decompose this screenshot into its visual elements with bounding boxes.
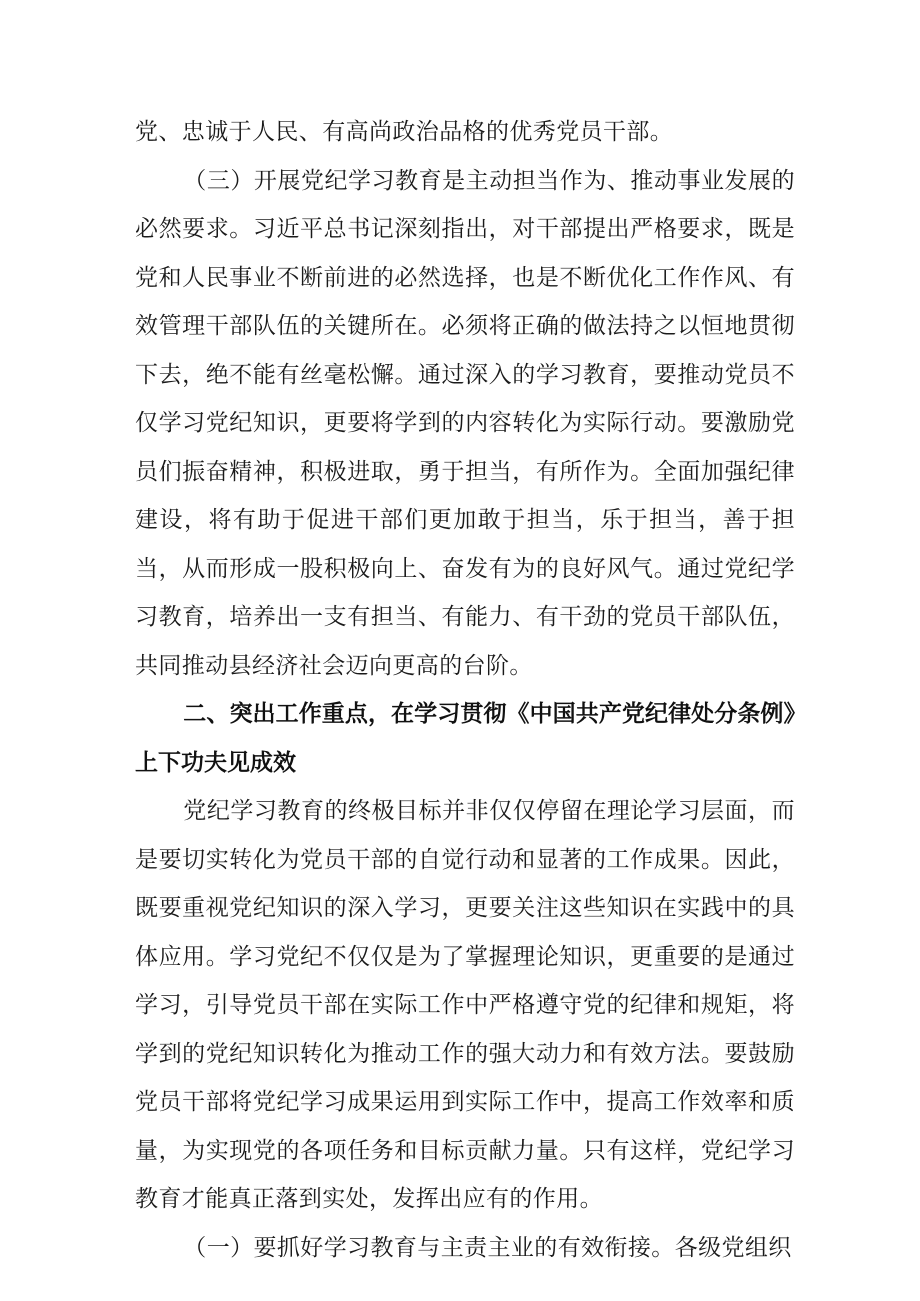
paragraph-subsection-one: （一）要抓好学习教育与主责主业的有效衔接。各级党组织 <box>183 1234 792 1261</box>
document-body <box>135 108 795 1272</box>
paragraph-continuation: 党、忠诚于人民、有高尚政治品格的优秀党员干部。 <box>135 119 674 145</box>
section-heading-two: 二、突出工作重点，在学习贯彻《中国共产党纪律处分条例》上下功夫见成效 <box>135 701 795 776</box>
paragraph-section-three: （三）开展党纪学习教育是主动担当作为、推动事业发展的必然要求。习近平总书记深刻指出，对干部提出严格要求，既是党和人民事业不断前进的必然选择，也是不断优化工作作风、有效管理干部队伍的关键所在。必须将正确的做法持之以恒地贯彻下去，绝不能有丝毫松懈。通过深入的学习教育，要推动党员不仅学习党纪知识，更要将学到的内容转化为实际行动。要激励党员们振奋精神，积极进取，勇于担当，有所作为。全面加强纪律建设，将有助于促进干部们更加敢于担当，乐于担当，善于担当，从而形成一股积极向上、奋发有为的良好风气。通过党纪学习教育，培养出一支有担当、有能力、有干劲的党员干部队伍，共同推动县经济社会迈向更高的台阶。 <box>135 167 795 679</box>
paragraph-section-two-intro: 党纪学习教育的终极目标并非仅仅停留在理论学习层面，而是要切实转化为党员干部的自觉行动和显著的工作成果。因此，既要重视党纪知识的深入学习，更要关注这些知识在实践中的具体应用。学习党纪不仅仅是为了掌握理论知识，更重要的是通过学习，引导党员干部在实际工作中严格遵守党的纪律和规矩，将学到的党纪知识转化为推动工作的强大动力和有效方法。要鼓励党员干部将党纪学习成果运用到实际工作中，提高工作效率和质量，为实现党的各项任务和目标贡献力量。只有这样，党纪学习教育才能真正落到实处，发挥出应有的作用。 <box>135 798 795 1212</box>
